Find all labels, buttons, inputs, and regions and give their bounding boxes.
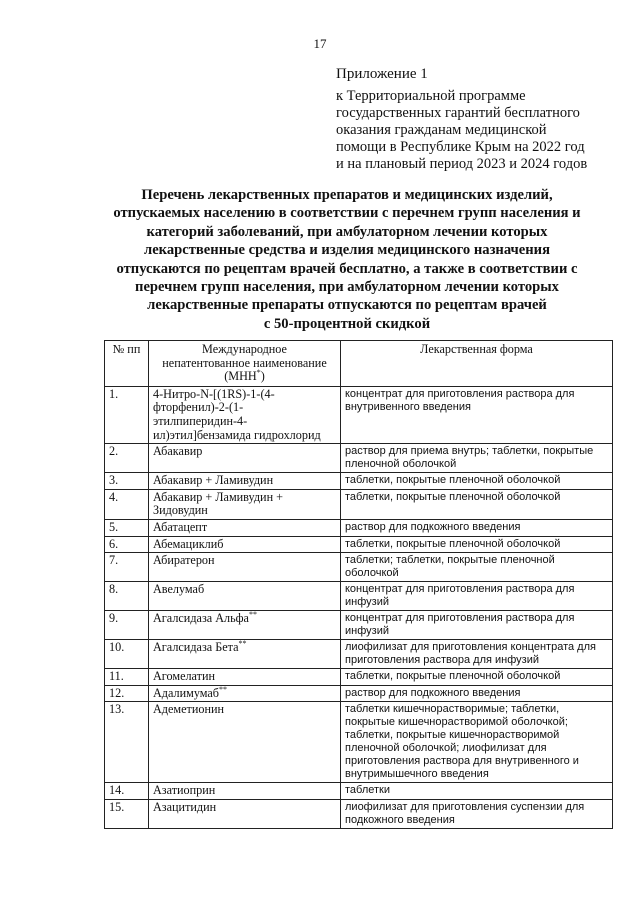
drug-name-line bbox=[153, 429, 336, 443]
heading-line: отпускаются по рецептам врачей бесплатно, а также в соответствии с bbox=[116, 260, 578, 277]
footnote-mark: ** bbox=[248, 610, 257, 620]
footnote-mark: ** bbox=[219, 685, 228, 694]
page-number: 17 bbox=[313, 36, 327, 51]
heading-line: лекарственные средства и изделия медицинского назначения bbox=[144, 242, 550, 259]
table-row bbox=[105, 489, 613, 519]
drug-name-line bbox=[153, 687, 336, 701]
drug-name-line bbox=[153, 401, 336, 415]
dosage-form: раствор для подкожного введения bbox=[341, 519, 613, 536]
drug-name bbox=[149, 611, 341, 640]
drug-name-text: Зидовудин bbox=[153, 503, 208, 518]
row-number: 6. bbox=[105, 536, 149, 553]
drug-name-text: Агомелатин bbox=[153, 669, 216, 684]
table-row bbox=[105, 582, 613, 611]
header-form: Лекарственная форма bbox=[341, 341, 613, 387]
heading-line: категорий заболеваний, при амбулаторном лечении которых bbox=[146, 223, 548, 240]
drug-name-line bbox=[153, 415, 336, 429]
row-number: 14. bbox=[105, 783, 149, 800]
table-row bbox=[105, 553, 613, 582]
drug-name-text: Агалсидаза Альфа bbox=[153, 611, 249, 626]
appendix-line: оказания гражданам медицинской bbox=[336, 122, 547, 138]
dosage-form: таблетки, покрытые пленочной оболочкой bbox=[341, 536, 613, 553]
table-row bbox=[105, 669, 613, 686]
appendix-title: Приложение 1 bbox=[336, 66, 428, 82]
drug-name-line bbox=[153, 504, 336, 518]
heading-line: Перечень лекарственных препаратов и медицинских изделий, bbox=[141, 187, 553, 203]
drug-name-text: Адалимумаб bbox=[153, 685, 220, 700]
heading-line: отпускаемых населению в соответствии с перечнем групп населения и bbox=[113, 205, 581, 222]
heading-line: с 50-процентной скидкой bbox=[263, 315, 431, 332]
drug-name-text: этилпиперидин-4- bbox=[153, 413, 248, 428]
dosage-form: раствор для приема внутрь; таблетки, покрытые пленочной оболочкой bbox=[341, 444, 613, 473]
footnote-mark: * bbox=[256, 368, 261, 378]
drug-name bbox=[149, 489, 341, 519]
row-number: 13. bbox=[105, 702, 149, 783]
drug-name-text: 4-Нитро-N-[(1RS)-1-(4- bbox=[153, 386, 275, 401]
drug-name bbox=[149, 783, 341, 800]
row-number: 12. bbox=[105, 685, 149, 702]
table-row bbox=[105, 685, 613, 702]
dosage-form: лиофилизат для приготовления концентрата для приготовления раствора для инфузий bbox=[341, 640, 613, 669]
row-number: 7. bbox=[105, 553, 149, 582]
drug-name-text: Абакавир + Ламивудин bbox=[153, 473, 274, 488]
dosage-form: концентрат для приготовления раствора для инфузий bbox=[341, 582, 613, 611]
appendix-line: и на плановый период 2023 и 2024 годов bbox=[336, 156, 588, 172]
row-number: 10. bbox=[105, 640, 149, 669]
heading-line: перечнем групп населения, при амбулаторном лечении которых bbox=[135, 279, 559, 296]
dosage-form: таблетки bbox=[341, 783, 613, 800]
drug-name bbox=[149, 799, 341, 828]
drug-name-line bbox=[153, 554, 336, 568]
table-row bbox=[105, 611, 613, 640]
table-header-row bbox=[105, 341, 613, 387]
header-inn-close: ) bbox=[260, 369, 265, 384]
row-number: 5. bbox=[105, 519, 149, 536]
drug-name-line bbox=[153, 491, 336, 505]
dosage-form: лиофилизат для приготовления суспензии для подкожного введения bbox=[341, 799, 613, 828]
table-row bbox=[105, 799, 613, 828]
drug-name bbox=[149, 669, 341, 686]
drug-name-text: Абакавир bbox=[153, 444, 203, 459]
drug-name-line bbox=[153, 521, 336, 535]
appendix-line: государственных гарантий бесплатного bbox=[336, 105, 580, 121]
drug-name-text: Абатацепт bbox=[153, 519, 208, 534]
heading-line: лекарственные препараты отпускаются по рецептам врачей bbox=[147, 297, 547, 314]
drug-name-line bbox=[153, 612, 336, 626]
table-row bbox=[105, 519, 613, 536]
drug-name-text: Абакавир + Ламивудин + bbox=[153, 489, 284, 504]
row-number: 1. bbox=[105, 386, 149, 443]
table-row bbox=[105, 536, 613, 553]
table-row bbox=[105, 783, 613, 800]
drug-name-line bbox=[153, 583, 336, 597]
header-inn bbox=[149, 341, 341, 387]
drug-name-line bbox=[153, 388, 336, 402]
row-number: 4. bbox=[105, 489, 149, 519]
drug-name-text: ил)этил]бензамида гидрохлорид bbox=[153, 427, 321, 442]
footnote-mark: ** bbox=[238, 639, 247, 649]
table-body bbox=[105, 386, 613, 828]
row-number: 9. bbox=[105, 611, 149, 640]
header-inn-line bbox=[153, 370, 336, 384]
drug-name bbox=[149, 444, 341, 473]
drug-name-line bbox=[153, 445, 336, 459]
dosage-form: раствор для подкожного введения bbox=[341, 685, 613, 702]
drug-name-line bbox=[153, 670, 336, 684]
dosage-form: таблетки, покрытые пленочной оболочкой bbox=[341, 473, 613, 490]
drug-name bbox=[149, 582, 341, 611]
table-row bbox=[105, 640, 613, 669]
drug-name-line bbox=[153, 703, 336, 717]
dosage-form: концентрат для приготовления раствора для инфузий bbox=[341, 611, 613, 640]
appendix-line: помощи в Республике Крым на 2022 год bbox=[336, 139, 585, 155]
header-inn-abbr: (МНН bbox=[224, 369, 257, 384]
dosage-form: таблетки, покрытые пленочной оболочкой bbox=[341, 489, 613, 519]
drug-name bbox=[149, 640, 341, 669]
drug-name-text: Азацитидин bbox=[153, 799, 217, 814]
drug-name bbox=[149, 553, 341, 582]
row-number: 8. bbox=[105, 582, 149, 611]
drug-name bbox=[149, 702, 341, 783]
drug-name-line bbox=[153, 474, 336, 488]
drug-name-text: Адеметионин bbox=[153, 702, 225, 717]
dosage-form: таблетки, покрытые пленочной оболочкой bbox=[341, 669, 613, 686]
drug-name-line bbox=[153, 641, 336, 655]
row-number: 11. bbox=[105, 669, 149, 686]
dosage-form: таблетки; таблетки, покрытые пленочной оболочкой bbox=[341, 553, 613, 582]
dosage-form: таблетки кишечнорастворимые; таблетки, покрытые кишечнорастворимой оболочкой; таблетки, покрытые кишечнорастворимой пленочной оболочкой; лиофилизат для приготовления раствора для внутривенного и внутримышечного введения bbox=[341, 702, 613, 783]
drug-list-table bbox=[104, 340, 613, 829]
document-heading bbox=[100, 186, 594, 333]
drug-name bbox=[149, 519, 341, 536]
header-number: № пп bbox=[105, 341, 149, 387]
header-inn-line: непатентованное наименование bbox=[162, 355, 327, 370]
appendix-block bbox=[336, 66, 626, 173]
row-number: 15. bbox=[105, 799, 149, 828]
drug-name-text: Агалсидаза Бета bbox=[153, 640, 239, 655]
drug-name-text: Абиратерон bbox=[153, 553, 215, 568]
appendix-line: к Территориальной программе bbox=[336, 88, 526, 104]
drug-name-line bbox=[153, 801, 336, 815]
table-row bbox=[105, 444, 613, 473]
drug-name bbox=[149, 386, 341, 443]
drug-name bbox=[149, 536, 341, 553]
table-row bbox=[105, 386, 613, 443]
drug-name-text: фторфенил)-2-(1- bbox=[153, 400, 244, 415]
drug-name-text: Авелумаб bbox=[153, 582, 205, 597]
table-row bbox=[105, 473, 613, 490]
drug-name-line bbox=[153, 538, 336, 552]
row-number: 3. bbox=[105, 473, 149, 490]
table-row bbox=[105, 702, 613, 783]
dosage-form: концентрат для приготовления раствора для внутривенного введения bbox=[341, 386, 613, 443]
drug-name-line bbox=[153, 784, 336, 798]
drug-name bbox=[149, 473, 341, 490]
row-number: 2. bbox=[105, 444, 149, 473]
drug-name bbox=[149, 685, 341, 702]
header-inn-line: Международное bbox=[202, 342, 287, 356]
drug-name-text: Абемациклиб bbox=[153, 536, 224, 551]
drug-name-text: Азатиоприн bbox=[153, 783, 216, 798]
